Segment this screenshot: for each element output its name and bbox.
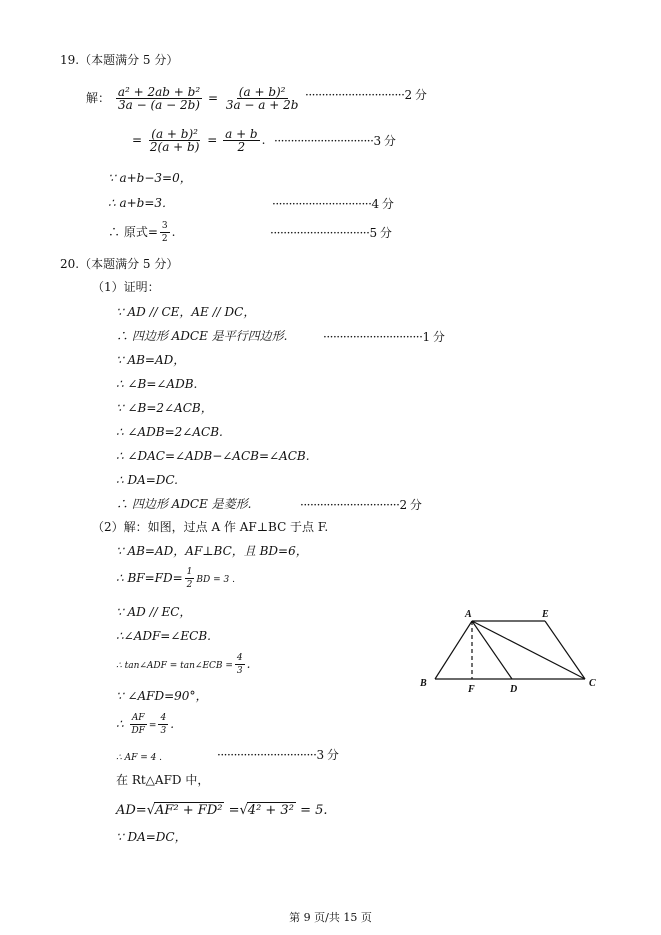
q20-p2-line5: ∴ tan∠ADF = tan∠ECB = $\frac{4}{3}$ .: [116, 653, 251, 676]
q20-p2-line6: ∵ ∠AFD=90°，: [116, 689, 208, 703]
q20-part1-line: ∵ AB=AD，: [116, 353, 186, 367]
q19-jie: 解：: [86, 91, 111, 105]
q19-header: 19.（本题满分 5 分）: [60, 53, 179, 67]
q20-part1-label: （1）证明：: [92, 280, 160, 294]
q19-step2-score: ······························3 分: [274, 134, 396, 148]
geometry-figure: [415, 606, 615, 696]
q20-p2-line1: ∵ AB=AD，AF⊥BC，且 BD=6，: [116, 544, 308, 558]
q20-p2-line5-frac: $\frac{4}{3}$: [236, 653, 243, 676]
q20-part1-line: ∴ ∠DAC=∠ADB−∠ACB=∠ACB.: [116, 449, 310, 463]
q20-part1-line: ∴ ∠B=∠ADB.: [116, 377, 198, 391]
q19-step1-lhs: $\frac{\text{a² + 2ab + b²}}{3a - (a - 2b)}$: [117, 85, 201, 112]
q20-p2-line2-frac: $\frac{1}{2}$: [186, 567, 193, 590]
segment-ad: [472, 621, 512, 679]
q20-part2-label: （2）解：如图，过点 A 作 AF⊥BC 于点 F.: [92, 520, 329, 534]
q20-p2-line9: 在 Rt△AFD 中，: [116, 773, 210, 787]
q20-part1-line: ∴ 四边形 ADCE 是菱形.: [116, 497, 252, 511]
label-c: C: [589, 678, 596, 689]
label-a: A: [465, 609, 472, 620]
q20-p2-line8-score: ······························3 分: [217, 748, 339, 762]
q20-p2-line7: ∴ $\frac{AF}{DF}$ = $\frac{4}{3}$ .: [116, 713, 175, 736]
q19-therefore-score: ······························4 分: [272, 197, 394, 211]
q19-result-frac: $\frac{3}{2}$: [161, 221, 168, 244]
segment-ab: [435, 621, 472, 679]
segment-ac: [472, 621, 585, 679]
q19-step1-rhs: $\frac{\text{(a + b)²}}{3a - a + 2b}$: [225, 85, 299, 112]
q20-part1-line: ∴ DA=DC.: [116, 473, 178, 487]
q19-step2-frac2: $\frac{a + b}{2}$: [225, 127, 258, 154]
page-footer: 第 9 页/共 15 页: [289, 911, 372, 924]
label-b: B: [420, 678, 427, 689]
q20-part1-line: ∴ 四边形 ADCE 是平行四边形.: [116, 329, 288, 343]
q20-p2-line7-rfrac: $\frac{4}{3}$: [160, 713, 167, 736]
q20-part1-line-score: ······························2 分: [300, 498, 422, 512]
q19-step1-score: ······························2 分: [305, 88, 427, 102]
q19-therefore: ∴ a+b=3．: [108, 196, 175, 210]
q20-p2-line4: ∴∠ADF=∠ECB.: [116, 629, 211, 643]
label-e: E: [542, 609, 549, 620]
q20-p2-line7-frac: $\frac{AF}{DF}$: [131, 713, 145, 736]
q19-step1: 解： $\frac{\text{a² + 2ab + b²}}{3a - (a - 2b)}$ = $\frac{\text{(a + b)²}}{3a - a + 2b}$: [86, 85, 299, 112]
q19-result: ∴ 原式= $\frac{3}{2}$ .: [108, 221, 176, 244]
q20-p2-line10: AD=√AF² + FD² =√4² + 3² = 5.: [116, 803, 328, 818]
segment-ec: [545, 621, 585, 679]
q20-header: 20.（本题满分 5 分）: [60, 257, 179, 271]
q20-p2-line3: ∵ AD // EC，: [116, 605, 192, 619]
q20-part1-line: ∵ ∠B=2∠ACB，: [116, 401, 213, 415]
q20-p2-line11: ∵ DA=DC，: [116, 830, 187, 844]
q19-result-score: ······························5 分: [270, 226, 392, 240]
q19-step2-frac1: $\frac{\text{(a + b)²}}{2(a + b)}$: [149, 127, 200, 154]
q20-p2-line10-rad2: 4² + 3²: [247, 803, 294, 818]
q20-part1-line: ∴ ∠ADB=2∠ACB.: [116, 425, 223, 439]
q20-p2-line2: ∴ BF=FD= $\frac{1}{2}$ BD = 3 .: [116, 567, 235, 590]
q20-p2-line10-rad1: AF² + FD²: [155, 803, 223, 818]
q19-step2: = $\frac{\text{(a + b)²}}{2(a + b)}$ = $\frac{a + b}{2}$ .: [132, 127, 266, 154]
q20-part1-line: ∵ AD // CE，AE // DC，: [116, 305, 256, 319]
q20-part1-line-score: ······························1 分: [323, 330, 445, 344]
label-f: F: [468, 684, 475, 695]
q19-because: ∵ a+b−3=0，: [108, 171, 192, 185]
label-d: D: [510, 684, 518, 695]
q20-p2-line8: ∴ AF = 4 .: [116, 753, 163, 763]
